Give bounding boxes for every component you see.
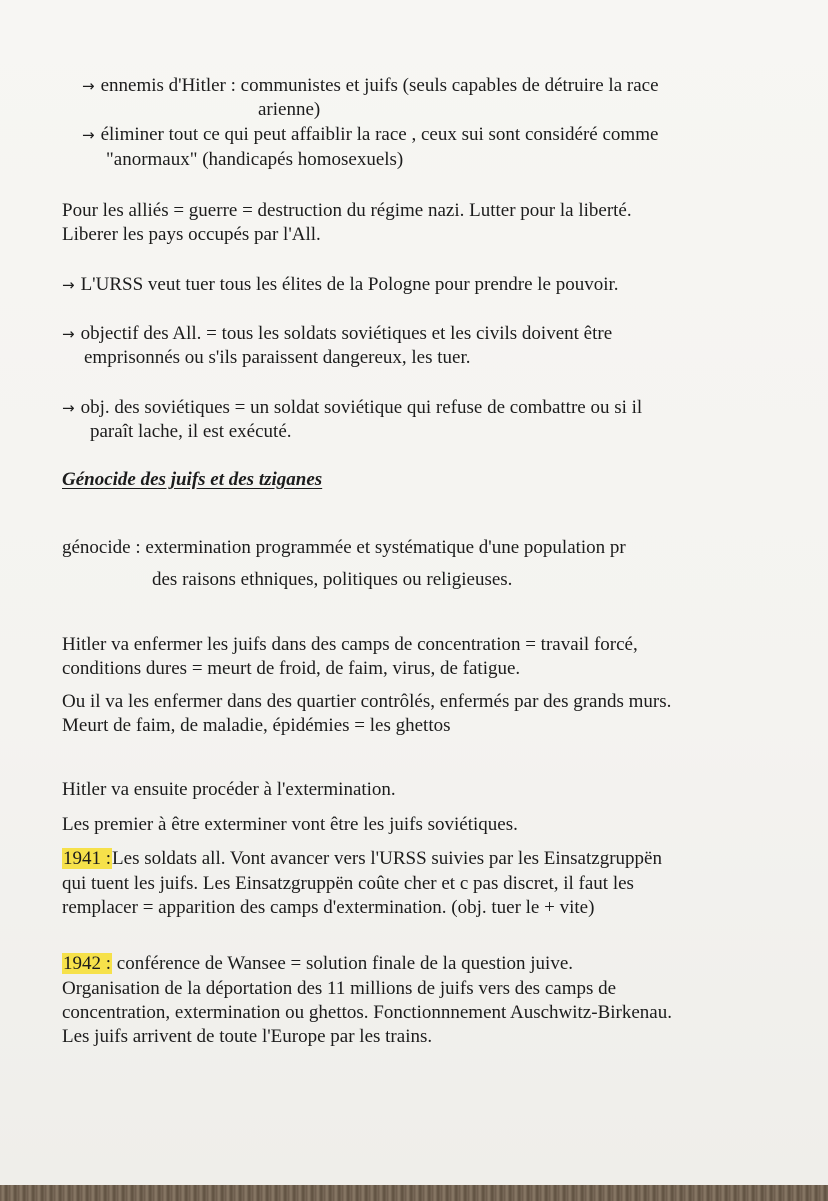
note-line: conditions dures = meurt de froid, de faim, virus, de fatigue. — [62, 658, 521, 679]
note-line — [82, 123, 658, 147]
note-line — [62, 322, 612, 346]
arrow-icon: → — [82, 77, 95, 95]
arrow-icon: → — [62, 276, 75, 294]
note-line: Liberer les pays occupés par l'All. — [62, 224, 321, 245]
note-line: paraît lache, il est exécuté. — [90, 421, 292, 442]
arrow-icon: → — [62, 399, 75, 417]
note-line: Hitler va enfermer les juifs dans des camps de concentration = travail forcé, — [62, 634, 638, 655]
date-highlight: 1942 : — [63, 953, 112, 974]
line-text: éliminer tout ce qui peut affaiblir la race , ceux sui sont considéré comme — [100, 124, 659, 145]
note-line: Meurt de faim, de maladie, épidémies = les ghettos — [62, 715, 451, 736]
date-highlight: 1941 : — [63, 848, 112, 869]
note-line: des raisons ethniques, politiques ou religieuses. — [152, 569, 513, 590]
note-line: emprisonnés ou s'ils paraissent dangereux, les tuer. — [84, 347, 471, 368]
note-line — [62, 396, 642, 420]
note-line — [82, 74, 659, 98]
note-line: Organisation de la déportation des 11 millions de juifs vers des camps de — [62, 978, 617, 999]
note-line: Les premier à être exterminer vont être les juifs soviétiques. — [62, 814, 518, 835]
note-line: arienne) — [258, 99, 321, 120]
line-text: conférence de Wansee = solution finale de la question juive. — [116, 953, 574, 974]
note-line — [62, 952, 573, 976]
note-line: remplacer = apparition des camps d'extermination. (obj. tuer le + vite) — [62, 897, 595, 918]
note-line: qui tuent les juifs. Les Einsatzgruppën coûte cher et c pas discret, il faut les — [62, 873, 634, 894]
arrow-icon: → — [82, 126, 95, 144]
note-line: concentration, extermination ou ghettos. Fonctionnnement Auschwitz-Birkenau. — [62, 1002, 672, 1023]
line-text: Les soldats all. Vont avancer vers l'URSS suivies par les Einsatzgruppën — [112, 848, 662, 869]
note-line — [62, 273, 619, 297]
note-line — [62, 847, 662, 871]
note-line: Pour les alliés = guerre = destruction du régime nazi. Lutter pour la liberté. — [62, 200, 632, 221]
note-line: Ou il va les enfermer dans des quartier contrôlés, enfermés par des grands murs. — [62, 691, 672, 712]
note-line: Hitler va ensuite procéder à l'extermination. — [62, 779, 396, 800]
line-text: L'URSS veut tuer tous les élites de la Pologne pour prendre le pouvoir. — [80, 274, 619, 295]
line-text: ennemis d'Hitler : communistes et juifs (seuls capables de détruire la race — [100, 75, 659, 96]
section-heading: Génocide des juifs et des tziganes — [62, 469, 323, 490]
table-edge — [0, 1185, 828, 1201]
note-line: "anormaux" (handicapés homosexuels) — [106, 149, 404, 170]
line-text: objectif des All. = tous les soldats soviétiques et les civils doivent être — [80, 323, 613, 344]
note-line: Les juifs arrivent de toute l'Europe par les trains. — [62, 1026, 433, 1047]
line-text: obj. des soviétiques = un soldat soviétique qui refuse de combattre ou si il — [80, 397, 643, 418]
arrow-icon: → — [62, 325, 75, 343]
note-line: génocide : extermination programmée et systématique d'une population pr — [62, 537, 626, 558]
